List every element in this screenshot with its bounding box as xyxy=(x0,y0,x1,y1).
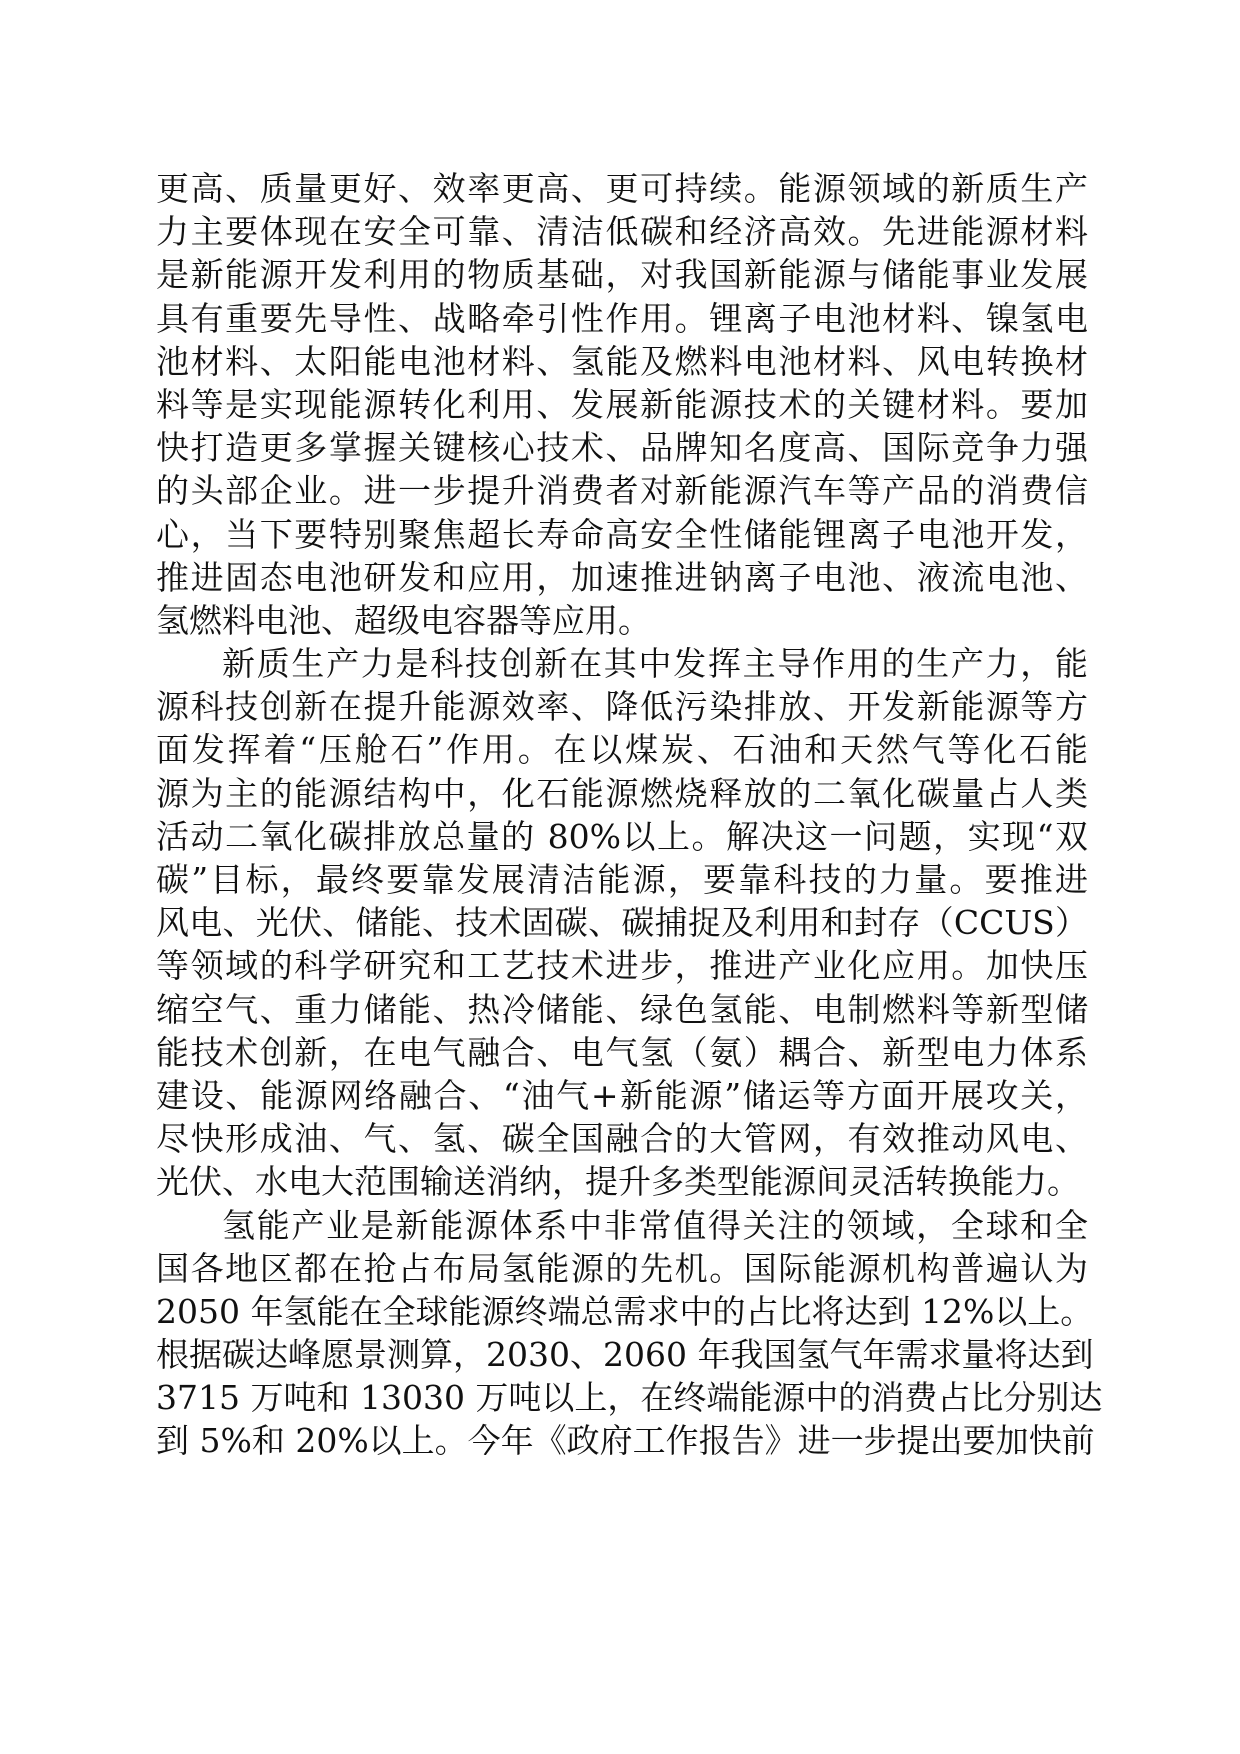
text-line: 碳”目标，最终要靠发展清洁能源，要靠科技的力量。要推进 xyxy=(156,860,1088,899)
text-line: 力主要体现在安全可靠、清洁低碳和经济高效。先进能源材料 xyxy=(156,212,1088,252)
text-line: 氢能产业是新能源体系中非常值得关注的领域，全球和全 xyxy=(222,1205,1088,1245)
text-line: 缩空气、重力储能、热冷储能、绿色氢能、电制燃料等新型储 xyxy=(156,989,1088,1029)
text-line: 尽快形成油、气、氢、碳全国融合的大管网，有效推动风电、 xyxy=(156,1119,1088,1159)
text-line: 光伏、水电大范围输送消纳，提升多类型能源间灵活转换能力。 xyxy=(156,1162,1080,1202)
text-line: 能技术创新，在电气融合、电气氢（氨）耦合、新型电力体系 xyxy=(156,1032,1088,1072)
text-line: 到 5%和 20%以上。今年《政府工作报告》进一步提出要加快前 xyxy=(156,1421,1095,1461)
text-line: 国各地区都在抢占布局氢能源的先机。国际能源机构普遍认为 xyxy=(156,1248,1088,1288)
text-line: 料等是实现能源转化利用、发展新能源技术的关键材料。要加 xyxy=(156,384,1088,424)
text-line: 推进固态电池研发和应用，加速推进钠离子电池、液流电池、 xyxy=(156,557,1088,597)
paragraph-3 xyxy=(156,1204,1103,1463)
text-line: 建设、能源网络融合、“油气+新能源”储运等方面开展攻关， xyxy=(156,1075,1088,1115)
text-line: 源为主的能源结构中，化石能源燃烧释放的二氧化碳量占人类 xyxy=(156,773,1088,813)
text-line: 池材料、太阳能电池材料、氢能及燃料电池材料、风电转换材 xyxy=(156,341,1088,381)
text-line: 等领域的科学研究和工艺技术进步，推进产业化应用。加快压 xyxy=(156,946,1088,986)
text-line: 面发挥着“压舱石”作用。在以煤炭、石油和天然气等化石能 xyxy=(156,730,1088,770)
text-line: 更高、质量更好、效率更高、更可持续。能源领域的新质生产 xyxy=(156,169,1088,208)
paragraph-2 xyxy=(156,642,1088,1203)
text-line: 3715 万吨和 13030 万吨以上，在终端能源中的消费占比分别达 xyxy=(156,1378,1103,1418)
text-line: 2050 年氢能在全球能源终端总需求中的占比将达到 12%以上。 xyxy=(156,1291,1094,1331)
text-line: 是新能源开发利用的物质基础，对我国新能源与储能事业发展 xyxy=(156,255,1088,295)
text-line: 心，当下要特别聚焦超长寿命高安全性储能锂离子电池开发， xyxy=(156,514,1088,554)
text-line: 的头部企业。进一步提升消费者对新能源汽车等产品的消费信 xyxy=(156,471,1088,511)
text-line: 氢燃料电池、超级电容器等应用。 xyxy=(156,600,651,640)
text-line: 新质生产力是科技创新在其中发挥主导作用的生产力，能 xyxy=(222,644,1088,684)
text-line: 活动二氧化碳排放总量的 80%以上。解决这一问题，实现“双 xyxy=(156,816,1088,856)
text-line: 根据碳达峰愿景测算，2030、2060 年我国氢气年需求量将达到 xyxy=(156,1335,1094,1375)
text-line: 具有重要先导性、战略牵引性作用。锂离子电池材料、镍氢电 xyxy=(156,298,1088,338)
text-line: 快打造更多掌握关键核心技术、品牌知名度高、国际竞争力强 xyxy=(156,428,1088,468)
paragraph-1 xyxy=(156,167,1088,642)
text-line: 风电、光伏、储能、技术固碳、碳捕捉及利用和封存（CCUS） xyxy=(156,903,1088,943)
text-line: 源科技创新在提升能源效率、降低污染排放、开发新能源等方 xyxy=(156,687,1088,727)
body-text xyxy=(156,167,1103,1463)
